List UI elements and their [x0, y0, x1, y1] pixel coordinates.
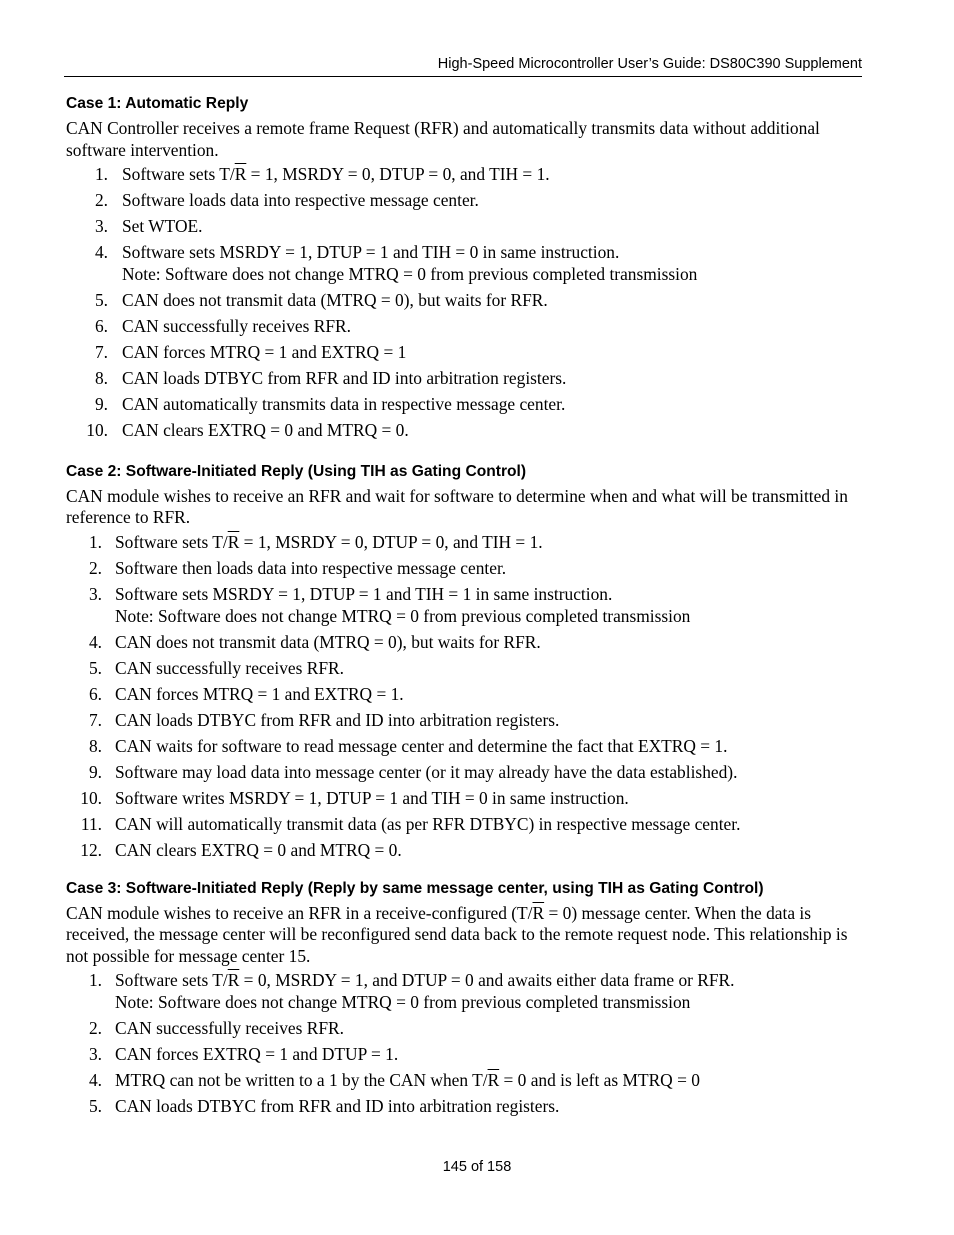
step-text: CAN successfully receives RFR.	[115, 657, 344, 678]
overline-symbol: $\overline{R}$	[487, 1070, 500, 1091]
case2-step-item	[66, 710, 866, 732]
step-number: 3.	[94, 216, 108, 237]
case2-step-item	[66, 736, 866, 758]
step-text: CAN loads DTBYC from RFR and ID into arbitration registers.	[115, 709, 560, 730]
step-number: 2.	[88, 1017, 102, 1038]
case3-steps	[66, 970, 866, 1117]
step-number: 3.	[88, 1044, 102, 1065]
step-text: CAN automatically transmits data in respective message center.	[122, 394, 566, 415]
case2-heading: Case 2: Software-Initiated Reply (Using TIH as Gating Control)	[66, 462, 527, 480]
overline-symbol: $\overline{R}$	[227, 531, 240, 552]
case3-step-item	[66, 1044, 866, 1066]
case1-step-item	[66, 190, 866, 212]
step-number: 2.	[94, 190, 108, 211]
case3-intro	[66, 903, 866, 968]
step-text: CAN successfully receives RFR.	[115, 1017, 344, 1038]
step-number: 7.	[94, 342, 108, 363]
step-text-post: = 0, MSRDY = 1, and DTUP = 0 and awaits either data frame or RFR.	[239, 970, 735, 991]
step-text: CAN waits for software to read message center and determine the fact that EXTRQ = 1.	[115, 736, 728, 756]
step-text: Software then loads data into respective message center.	[115, 557, 507, 578]
case2-step-item	[66, 558, 866, 580]
step-note: Note: Software does not change MTRQ = 0 from previous completed transmission	[115, 605, 691, 626]
running-header: High-Speed Microcontroller User’s Guide: DS80C390 Supplement	[64, 54, 862, 77]
case3-step-item	[66, 1070, 866, 1092]
step-number: 5.	[88, 1096, 102, 1117]
step-number: 2.	[88, 557, 102, 578]
case1-heading: Case 1: Automatic Reply	[66, 95, 249, 112]
step-text-pre: Software sets T/	[122, 164, 235, 184]
case1-step-item	[66, 290, 866, 312]
case1-step-item	[66, 316, 866, 338]
case2-step-item	[66, 632, 866, 654]
step-note: Note: Software does not change MTRQ = 0 from previous completed transmission	[115, 991, 691, 1012]
step-note: Note: Software does not change MTRQ = 0 from previous completed transmission	[122, 263, 698, 284]
page-number: 145 of 158	[442, 1159, 512, 1175]
case1-step-item	[66, 164, 866, 186]
step-text	[115, 1070, 700, 1090]
step-text	[122, 164, 550, 184]
step-text-pre: Software sets T/	[115, 531, 228, 552]
case2-step-item	[66, 788, 866, 810]
step-number: 4.	[88, 1070, 102, 1091]
step-number: 8.	[88, 736, 102, 756]
case3-intro-overline: $\overline{R}$	[532, 902, 545, 923]
step-text: CAN clears EXTRQ = 0 and MTRQ = 0.	[115, 840, 402, 861]
case2-step-item	[66, 684, 866, 706]
step-text: CAN loads DTBYC from RFR and ID into arbitration registers.	[115, 1096, 560, 1117]
case1-step-item	[66, 368, 866, 390]
step-text: CAN will automatically transmit data (as per RFR DTBYC) in respective message center.	[115, 814, 741, 835]
step-text: Software writes MSRDY = 1, DTUP = 1 and TIH = 0 in same instruction.	[115, 788, 629, 809]
case3-intro-pre: CAN module wishes to receive an RFR in a receive-configured (T/	[66, 902, 533, 923]
case1-step-item	[66, 242, 866, 285]
step-number: 5.	[94, 289, 108, 310]
case1-step-item	[66, 420, 866, 442]
step-number: 6.	[94, 315, 108, 336]
step-text-post: = 1, MSRDY = 0, DTUP = 0, and TIH = 1.	[239, 531, 543, 552]
step-number: 1.	[94, 164, 108, 184]
case3-step-item	[66, 1018, 866, 1040]
case2-step-item	[66, 814, 866, 836]
step-text: Software may load data into message center (or it may already have the data established).	[115, 762, 738, 783]
step-number: 10.	[86, 420, 108, 441]
step-number: 9.	[94, 394, 108, 415]
case3-step-item	[66, 970, 866, 1013]
step-text	[115, 970, 735, 990]
step-number: 9.	[88, 762, 102, 783]
step-number: 8.	[94, 368, 108, 389]
case2-step-item	[66, 658, 866, 680]
step-number: 4.	[94, 242, 108, 263]
step-number: 7.	[88, 709, 102, 730]
step-number: 4.	[88, 631, 102, 652]
overline-symbol: $\overline{R}$	[227, 970, 240, 991]
step-text: CAN forces MTRQ = 1 and EXTRQ = 1	[122, 342, 407, 363]
case2-steps	[66, 532, 866, 862]
step-number: 5.	[88, 657, 102, 678]
case2-step-item	[66, 840, 866, 862]
case1-step-item	[66, 394, 866, 416]
overline-symbol: $\overline{R}$	[234, 164, 247, 184]
case2-step-item	[66, 584, 866, 627]
case3-intro-post: = 0) message center. When the data is received, the message center will be reconfigured send data back to the remote request node. This relationship is not possible for message center 15.	[66, 902, 848, 966]
case1-step-item	[66, 216, 866, 238]
step-text: CAN clears EXTRQ = 0 and MTRQ = 0.	[122, 420, 409, 441]
step-text-post: = 1, MSRDY = 0, DTUP = 0, and TIH = 1.	[246, 164, 550, 184]
case1-steps	[66, 164, 866, 442]
step-number: 12.	[80, 840, 102, 861]
step-text: CAN forces MTRQ = 1 and EXTRQ = 1.	[115, 683, 404, 704]
step-text: CAN does not transmit data (MTRQ = 0), but waits for RFR.	[115, 631, 541, 652]
step-text	[115, 532, 543, 552]
case1-step-item	[66, 342, 866, 364]
case3-step-item	[66, 1096, 866, 1118]
case2-intro: CAN module wishes to receive an RFR and wait for software to determine when and what will be transmitted in reference to RFR.	[66, 485, 848, 528]
step-number: 10.	[80, 788, 102, 809]
step-number: 3.	[88, 584, 102, 605]
step-number: 1.	[88, 970, 102, 991]
step-text: Set WTOE.	[122, 216, 203, 237]
step-number: 6.	[88, 683, 102, 704]
step-text: CAN successfully receives RFR.	[122, 315, 351, 336]
step-text: CAN does not transmit data (MTRQ = 0), but waits for RFR.	[122, 289, 548, 310]
case1-intro: CAN Controller receives a remote frame Request (RFR) and automatically transmits data without additional software intervention.	[66, 118, 820, 160]
step-text-pre: Software sets T/	[115, 970, 228, 991]
case2-step-item	[66, 532, 866, 554]
step-text: Software loads data into respective message center.	[122, 190, 479, 211]
step-number: 1.	[88, 531, 102, 552]
step-number: 11.	[80, 814, 102, 835]
step-text: Software sets MSRDY = 1, DTUP = 1 and TIH = 1 in same instruction.	[115, 584, 613, 605]
page-content	[66, 94, 866, 1122]
step-text-post: = 0 and is left as MTRQ = 0	[499, 1070, 700, 1091]
case3-heading: Case 3: Software-Initiated Reply (Reply by same message center, using TIH as Gating Control)	[66, 879, 764, 897]
step-text: CAN loads DTBYC from RFR and ID into arbitration registers.	[122, 368, 567, 389]
step-text: CAN forces EXTRQ = 1 and DTUP = 1.	[115, 1044, 399, 1065]
case2-step-item	[66, 762, 866, 784]
step-text-pre: MTRQ can not be written to a 1 by the CAN when T/	[115, 1070, 488, 1091]
step-text: Software sets MSRDY = 1, DTUP = 1 and TIH = 0 in same instruction.	[122, 242, 620, 263]
